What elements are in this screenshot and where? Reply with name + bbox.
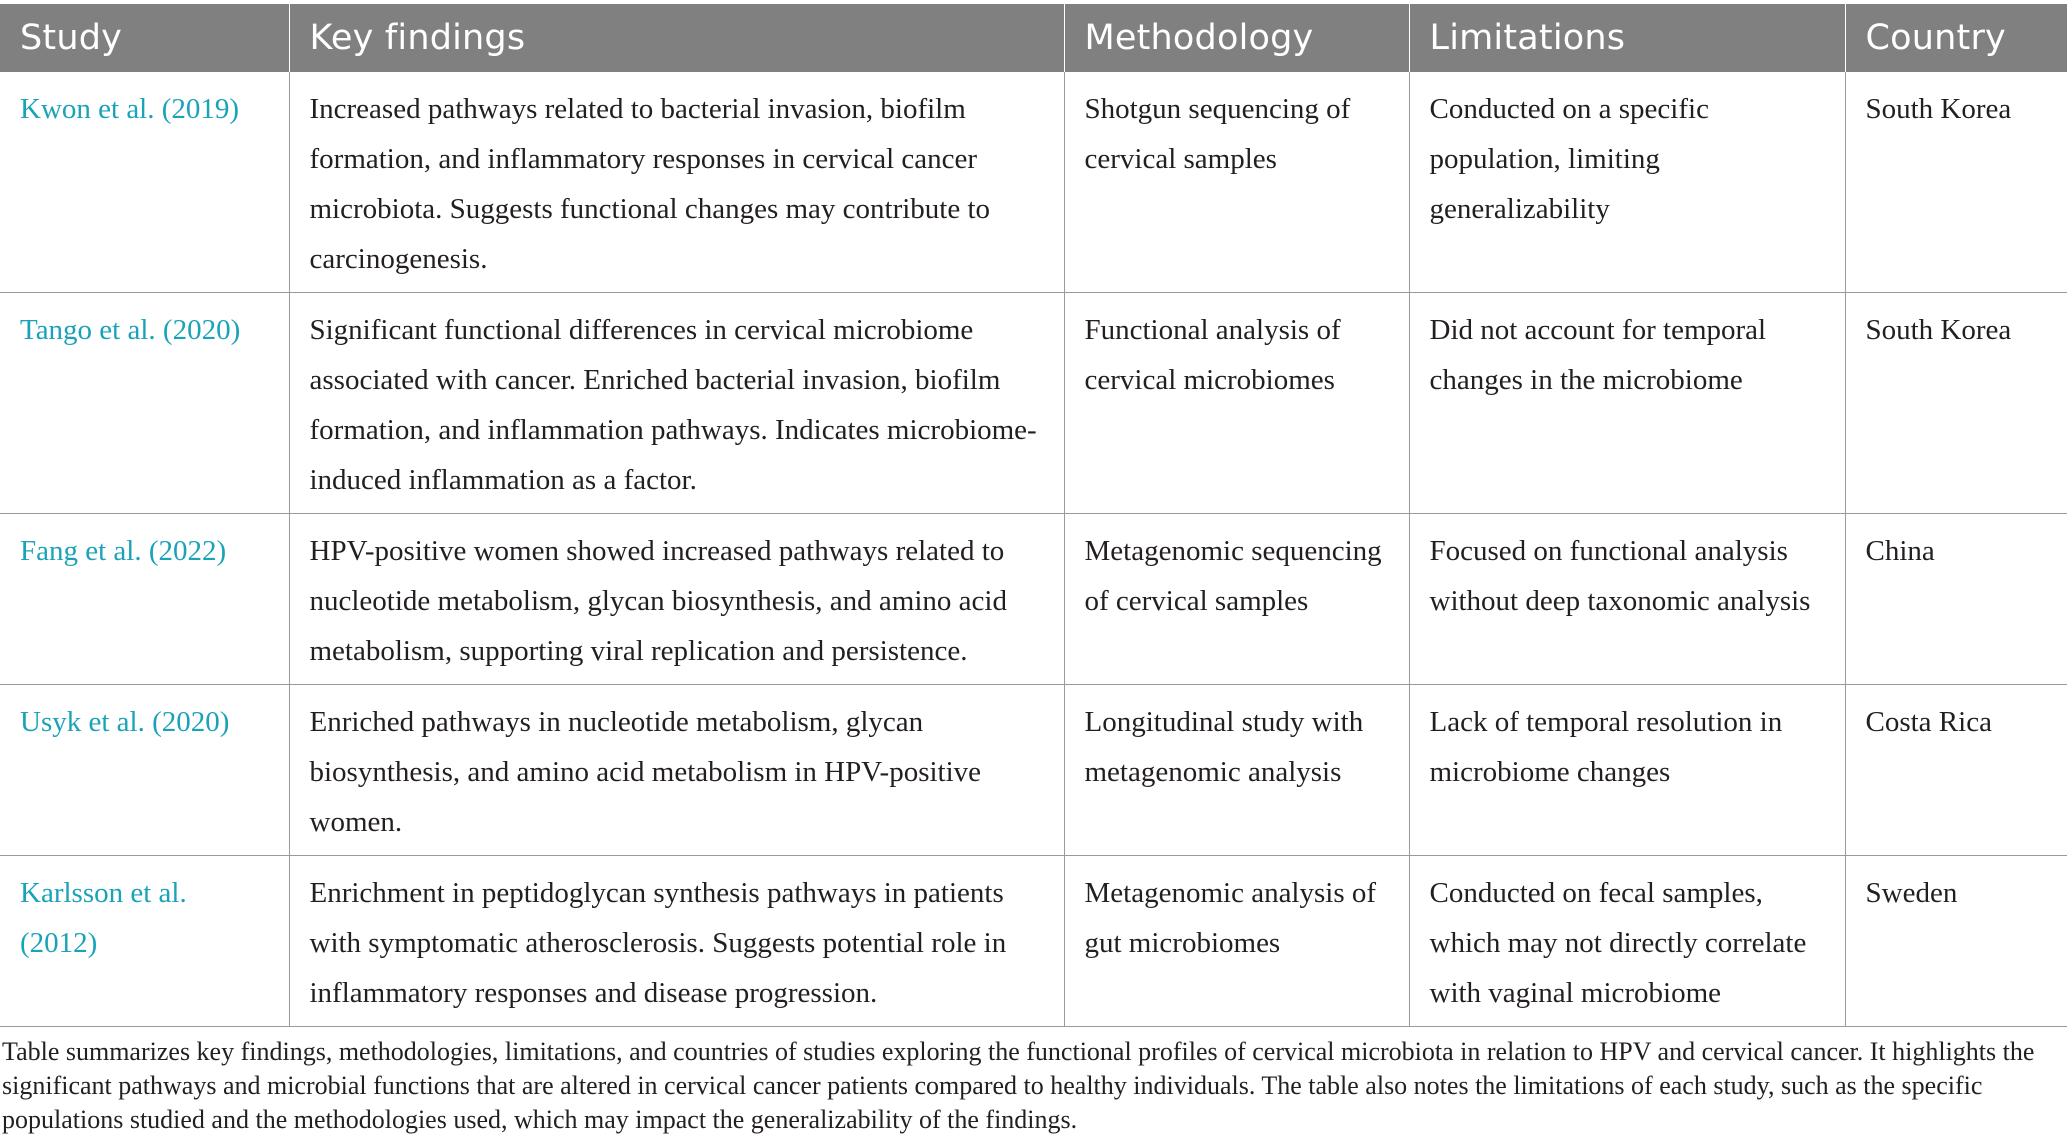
study-link[interactable]: Karlsson et al. (2012) (0, 856, 289, 1027)
methodology-cell: Shotgun sequencing of cervical samples (1064, 72, 1409, 293)
table-row (0, 856, 2067, 1027)
header-country: Country (1845, 4, 2067, 72)
methodology-cell: Metagenomic analysis of gut microbiomes (1064, 856, 1409, 1027)
table-header-row (0, 4, 2067, 72)
table-caption: Table summarizes key findings, methodologies, limitations, and countries of studies exploring the functional profiles of cervical microbiota in relation to HPV and cervical cancer. It highlights the significant pathways and microbial functions that are altered in cervical cancer patients compared to healthy individuals. The table also notes the limitations of each study, such as the specific populations studied and the methodologies used, which may impact the generalizability of the findings. (2, 1037, 2035, 1134)
limitations-cell: Focused on functional analysis without deep taxonomic analysis (1409, 514, 1845, 685)
country-cell: South Korea (1845, 72, 2067, 293)
study-link[interactable]: Tango et al. (2020) (0, 293, 289, 514)
limitations-cell: Did not account for temporal changes in the microbiome (1409, 293, 1845, 514)
methodology-cell: Longitudinal study with metagenomic analysis (1064, 685, 1409, 856)
studies-table (0, 4, 2067, 1027)
table-row (0, 685, 2067, 856)
header-key-findings: Key findings (289, 4, 1064, 72)
table-row (0, 514, 2067, 685)
limitations-cell: Conducted on a specific population, limiting generalizability (1409, 72, 1845, 293)
limitations-cell: Lack of temporal resolution in microbiome changes (1409, 685, 1845, 856)
study-link[interactable]: Usyk et al. (2020) (0, 685, 289, 856)
header-limitations: Limitations (1409, 4, 1845, 72)
key-findings-cell: HPV-positive women showed increased pathways related to nucleotide metabolism, glycan biosynthesis, and amino acid metabolism, supporting viral replication and persistence. (289, 514, 1064, 685)
table-row (0, 72, 2067, 293)
limitations-cell: Conducted on fecal samples, which may not directly correlate with vaginal microbiome (1409, 856, 1845, 1027)
methodology-cell: Metagenomic sequencing of cervical samples (1064, 514, 1409, 685)
country-cell: South Korea (1845, 293, 2067, 514)
country-cell: Sweden (1845, 856, 2067, 1027)
methodology-cell: Functional analysis of cervical microbiomes (1064, 293, 1409, 514)
key-findings-cell: Enrichment in peptidoglycan synthesis pathways in patients with symptomatic atherosclerosis. Suggests potential role in inflammatory responses and disease progression. (289, 856, 1064, 1027)
header-methodology: Methodology (1064, 4, 1409, 72)
study-link[interactable]: Fang et al. (2022) (0, 514, 289, 685)
header-study: Study (0, 4, 289, 72)
key-findings-cell: Significant functional differences in cervical microbiome associated with cancer. Enriched bacterial invasion, biofilm formation, and inflammation pathways. Indicates microbiome-induced inflammation as a factor. (289, 293, 1064, 514)
study-link[interactable]: Kwon et al. (2019) (0, 72, 289, 293)
table-row (0, 293, 2067, 514)
country-cell: China (1845, 514, 2067, 685)
document (0, 4, 2067, 1137)
country-cell: Costa Rica (1845, 685, 2067, 856)
key-findings-cell: Increased pathways related to bacterial invasion, biofilm formation, and inflammatory responses in cervical cancer microbiota. Suggests functional changes may contribute to carcinogenesis. (289, 72, 1064, 293)
key-findings-cell: Enriched pathways in nucleotide metabolism, glycan biosynthesis, and amino acid metabolism in HPV-positive women. (289, 685, 1064, 856)
